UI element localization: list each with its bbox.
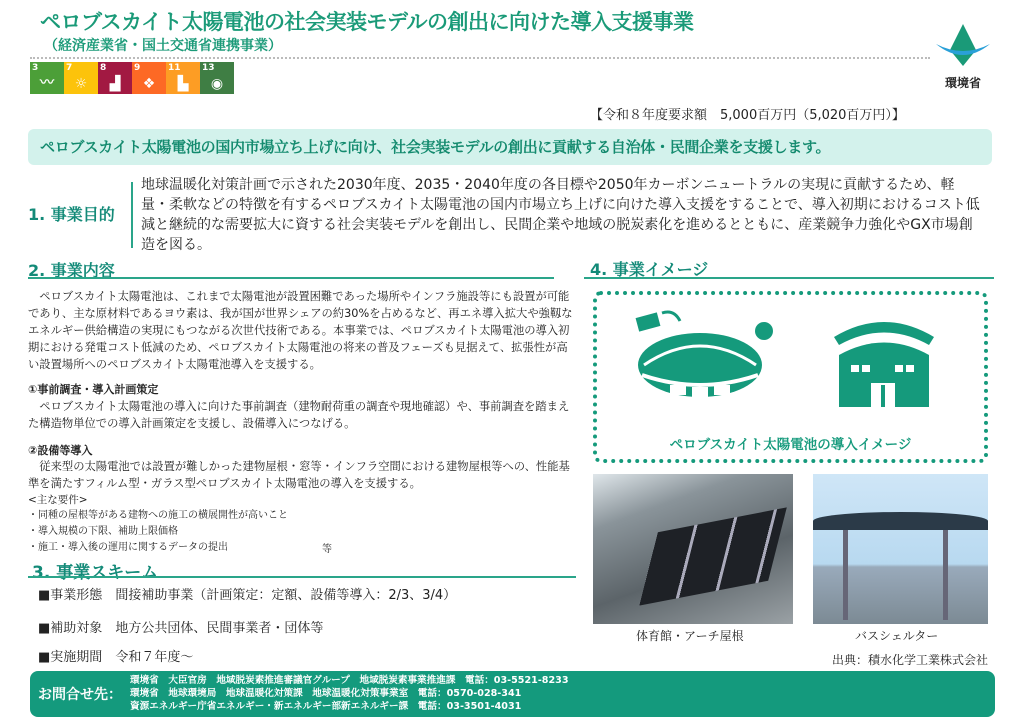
section-image-heading: 4. 事業イメージ (590, 260, 709, 279)
section-content-heading: 2. 事業内容 (28, 261, 115, 280)
purpose-divider (131, 182, 133, 248)
item2-title: ②設備等導入 (28, 444, 93, 457)
summary-banner: ペロブスカイト太陽電池の国内市場立ち上げに向け、社会実装モデルの創出に貢献する自治体・民間企業を支援します。 (28, 129, 992, 165)
ministry-of-environment-logo: 環境省 (932, 22, 994, 91)
sdg-3-health-icon: 3 〰 (30, 62, 64, 94)
image-source: 出典：積水化学工業株式会社 (831, 653, 988, 667)
item1-text: ペロブスカイト太陽電池の導入に向けた事前調査（建物耐荷重の調査や現地確認）や、事前調査を踏まえた構造物単位での導入計画策定を支援し、設備導入につなげる。 (28, 400, 570, 430)
requirement-item: ・同種の屋根等がある建物への施工の横展開性が高いこと (28, 510, 288, 521)
sdg-icons (30, 62, 234, 94)
sdg-13-earth-eye-icon: 13 ◉ (200, 62, 234, 94)
sdg-8-growth-chart-icon: 8 ▟ (98, 62, 132, 94)
contact-label: お問合せ先： (38, 687, 122, 703)
photo-gymnasium-roof (593, 474, 793, 624)
photo1-caption: 体育館・アーチ屋根 (636, 629, 744, 643)
contact-list (130, 674, 569, 713)
header-divider (30, 57, 930, 59)
sdg-11-city-icon: 11 ▙ (166, 62, 200, 94)
ministry-logo-icon (932, 22, 994, 68)
requirement-item: ・導入規模の下限、補助上限価格 (28, 526, 178, 537)
purpose-text: 地球温暖化対策計画で示された2030年度、2035・2040年度の各目標や2050年カーボンニュートラルの実現に貢献するため、軽量・柔軟などの特徴を有するペロブスカイト太陽電池の国内市場立ち上げに向けた導入支援をすることで、導入初期におけるコスト低減と継続的な需要拡大に資する社会実装モデルを創出し、民間企業や地域の脱炭素化を進めるとともに、産業競争力強化やGX市場創造を図る。 (141, 177, 980, 253)
shelter-pillar (843, 530, 848, 620)
photo-bus-shelter (813, 474, 988, 624)
scheme-item-period: ■実施期間 令和７年度～ (38, 650, 194, 665)
contact-item: 環境省 地球環境局 地球温暖化対策課 地球温暖化対策事業室 電話：0570-028-341 (130, 688, 522, 699)
page-title: ペロブスカイト太陽電池の社会実装モデルの創出に向けた導入支援事業 (40, 10, 694, 34)
section-scheme-heading: 3. 事業スキーム (32, 563, 159, 583)
item2-text: 従来型の太陽電池では設置が難しかった建物屋根・窓等・インフラ空間における建物屋根等への、性能基準を満たすフィルム型・ガラス型ペロブスカイト太陽電池の導入を支援する。 (28, 460, 570, 490)
scheme-item-target: ■補助対象 地方公共団体、民間事業者・団体等 (38, 621, 324, 636)
stadium-solar-icon (632, 307, 782, 407)
contact-item: 資源エネルギー庁省エネルギー・新エネルギー部新エネルギー課 電話：03-3501-4031 (130, 701, 522, 712)
page-subtitle: （経済産業省・国土交通省連携事業） (44, 38, 282, 54)
illustration-caption: ペロブスカイト太陽電池の導入イメージ (669, 437, 912, 453)
section-purpose-heading: 1. 事業目的 (28, 205, 115, 224)
budget-amount: 【令和８年度要求額 5,000百万円（5,020百万円）】 (590, 108, 905, 123)
shelter-pillar (943, 530, 948, 620)
roof-solar-panels (639, 507, 787, 605)
section-image-underline (584, 277, 994, 279)
sdg-9-industry-icon: 9 ❖ (132, 62, 166, 94)
building-solar-icon (829, 315, 939, 410)
requirements-list (28, 508, 288, 556)
content-intro: ペロブスカイト太陽電池は、これまで太陽電池が設置困難であった場所やインフラ施設等にも設置が可能であり、主な原材料であるヨウ素は、我が国が世界シェアの約30%を占めるなど、再エネ導入拡大や強靱なエネルギー供給構造の実現にもつながる次世代技術である。本事業では、ペロブスカイト太陽電池の導入初期における発電コスト低減のため、ペロブスカイト太陽電池の将来の普及フェーズも見据えて、拡張性が高い設置場所へのペロブスカイト太陽電池導入を支援する。 (28, 290, 573, 371)
section-scheme-underline (28, 576, 576, 578)
photo2-caption: バスシェルター (855, 629, 939, 643)
requirements-etc: 等 (322, 544, 332, 555)
contact-footer (30, 671, 995, 717)
shelter-solar-roof (813, 512, 988, 530)
scheme-item-form: ■事業形態 間接補助事業（計画策定：定額、設備等導入：2/3、3/4） (38, 588, 457, 603)
item1-title: ①事前調査・導入計画策定 (28, 383, 159, 396)
section-content-underline (28, 277, 554, 279)
sdg-7-sun-icon: 7 ☼ (64, 62, 98, 94)
requirement-item: ・施工・導入後の運用に関するデータの提出 (28, 542, 228, 553)
requirements-label: <主な要件> (28, 494, 88, 506)
image-illustration-box (593, 291, 988, 463)
contact-item: 環境省 大臣官房 地域脱炭素推進審議官グループ 地域脱炭素事業推進課 電話：03-5521-8233 (130, 675, 569, 686)
